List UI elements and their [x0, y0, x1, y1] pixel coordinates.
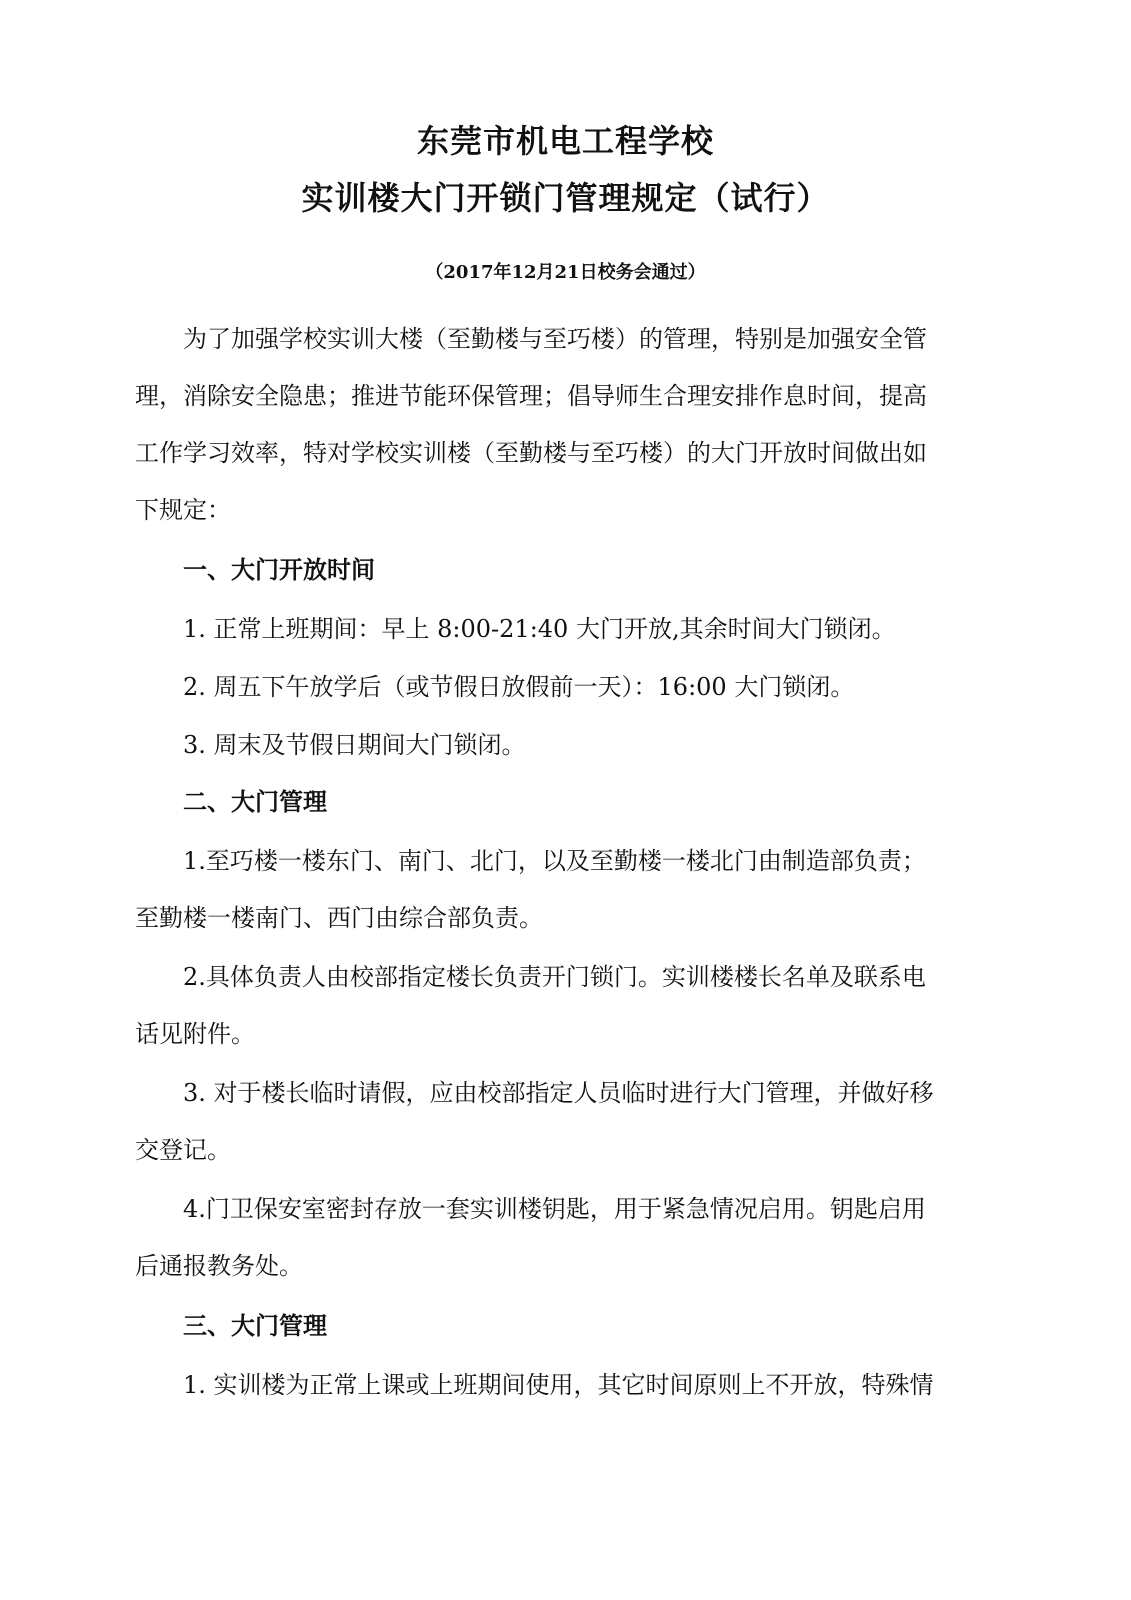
section3-item1-line1: 1. 实训楼为正常上课或上班期间使用，其它时间原则上不开放，特殊情	[183, 1371, 934, 1399]
section2-item1-line1: 1.至巧楼一楼东门、南门、北门，以及至勤楼一楼北门由制造部负责；	[183, 847, 926, 875]
section2-item3-line2: 交登记。	[135, 1136, 231, 1164]
section1-item2: 2. 周五下午放学后（或节假日放假前一天）：16:00 大门锁闭。	[183, 673, 855, 701]
section1-item3: 3. 周末及节假日期间大门锁闭。	[183, 731, 526, 759]
intro-line-2: 理，消除安全隐患；推进节能环保管理；倡导师生合理安排作息时间，提高	[135, 382, 927, 410]
section1-heading: 一、大门开放时间	[183, 556, 375, 584]
section2-item1-line2: 至勤楼一楼南门、西门由综合部负责。	[135, 904, 543, 932]
section2-heading: 二、大门管理	[183, 788, 327, 816]
document-title-line1: 东莞市机电工程学校	[416, 122, 714, 160]
intro-line-3: 工作学习效率，特对学校实训楼（至勤楼与至巧楼）的大门开放时间做出如	[135, 439, 927, 467]
section2-item2-line2: 话见附件。	[135, 1020, 255, 1048]
section2-item4-line2: 后通报教务处。	[135, 1252, 303, 1280]
section1-item1: 1. 正常上班期间：早上 8:00-21:40 大门开放,其余时间大门锁闭。	[183, 615, 896, 643]
section2-item4-line1: 4.门卫保安室密封存放一套实训楼钥匙，用于紧急情况启用。钥匙启用	[183, 1195, 926, 1223]
section3-heading: 三、大门管理	[183, 1312, 327, 1340]
approval-note: （2017年12月21日校务会通过）	[425, 262, 706, 283]
intro-line-4: 下规定：	[135, 496, 231, 524]
intro-line-1: 为了加强学校实训大楼（至勤楼与至巧楼）的管理，特别是加强安全管	[183, 325, 927, 353]
document-title-line2: 实训楼大门开锁门管理规定（试行）	[301, 179, 830, 217]
section2-item2-line1: 2.具体负责人由校部指定楼长负责开门锁门。实训楼楼长名单及联系电	[183, 963, 926, 991]
section2-item3-line1: 3. 对于楼长临时请假，应由校部指定人员临时进行大门管理，并做好移	[183, 1079, 934, 1107]
